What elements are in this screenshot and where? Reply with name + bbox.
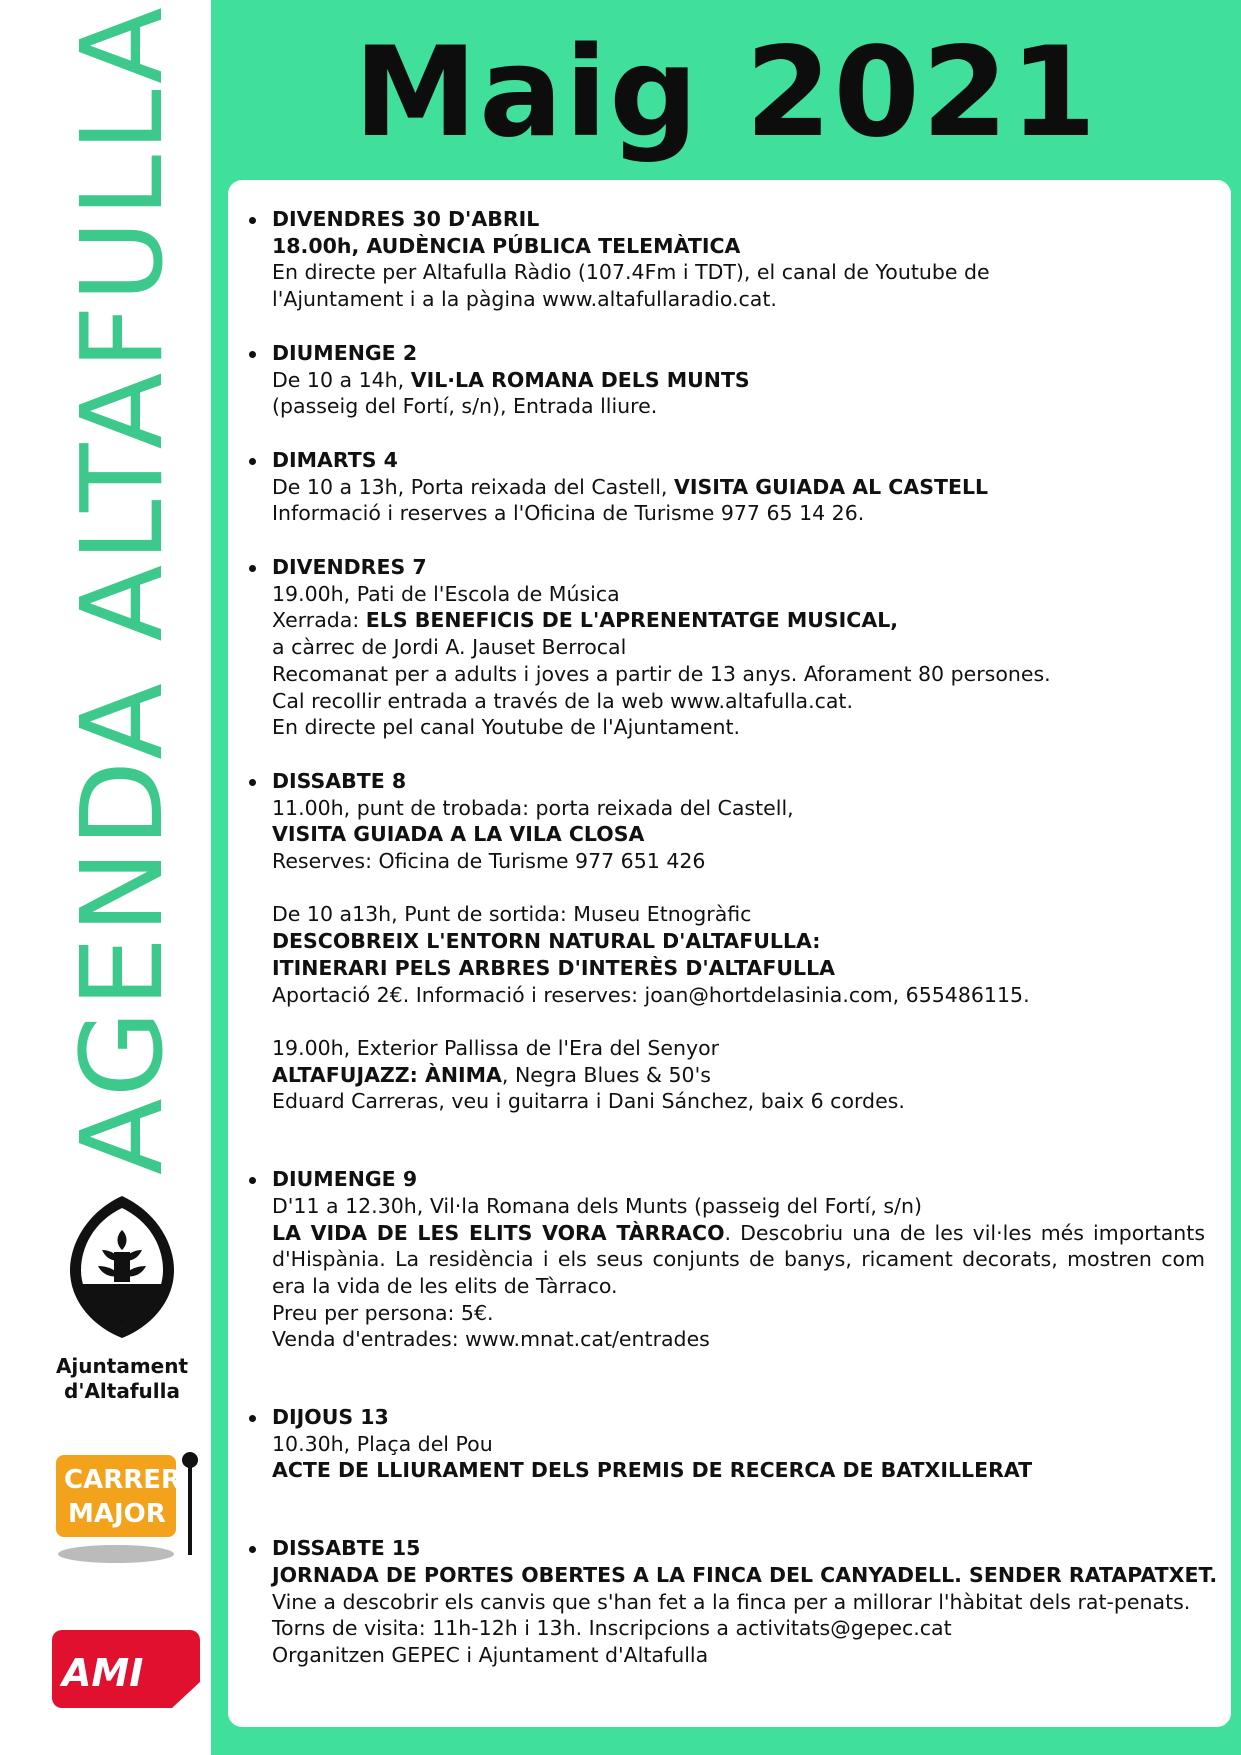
event-line [272,1562,1218,1589]
event-line [272,1457,1205,1484]
event-text: l'Ajuntament i a la pàgina www.altafullaradio.cat. [272,287,777,312]
event-line [272,1193,1205,1220]
event-line [272,848,1205,875]
event-line [272,1404,1205,1431]
event-line [272,875,1205,902]
event-text: De 10 a 14h, [272,367,411,392]
event-line [272,768,1205,795]
event-line [272,1008,1205,1035]
event-item [272,447,1205,527]
event-spacer [272,527,1205,554]
event-line [272,714,1205,741]
event-text: 19.00h, Pati de l'Escola de Música [272,581,620,606]
event-line [272,1062,1205,1089]
event-text: DIUMENGE 9 [272,1167,418,1192]
event-text: DIMARTS 4 [272,447,398,472]
agenda-panel [228,180,1231,1727]
event-line [272,1535,1205,1562]
event-text: En directe pel canal Youtube de l'Ajuntament. [272,715,741,740]
event-line [272,661,1205,688]
event-line [272,928,1205,955]
event-line [272,982,1205,1009]
event-text: 11.00h, punt de trobada: porta reixada del Castell, [272,795,794,820]
event-description: LA VIDA DE LES ELITS VORA TÀRRACO. Descobriu una de les vil·les més importants d'Hispània. La residència i els seus conjunts de banys, ricament decorats, mostren com era la vida de les elits de Tàrraco. [272,1220,1206,1298]
event-text: Preu per persona: 5€. [272,1300,494,1325]
event-spacer [272,1353,1205,1404]
event-text: JORNADA DE PORTES OBERTES A LA FINCA DEL CANYADELL. SENDER RATAPATXET. [272,1562,1218,1587]
event-line [272,474,1205,501]
event-description: Vine a descobrir els canvis que s'han fet a la finca per a millorar l'hàbitat dels rat-penats. [272,1589,1191,1614]
event-line [272,1300,1205,1327]
event-line [272,393,1205,420]
event-item [272,554,1205,741]
event-line [272,955,1205,982]
event-line [272,500,1205,527]
event-spacer [272,420,1205,447]
carrer-major-logo [56,1450,206,1570]
event-text: De 10 a13h, Punt de sortida: Museu Etnogràfic [272,902,752,927]
event-line [272,634,1205,661]
event-line [272,607,1205,634]
ajuntament-logo [55,1192,189,1404]
carrer-major-icon [56,1450,206,1570]
major-text: MAJOR [68,1499,166,1529]
event-item [272,340,1205,420]
event-text: Informació i reserves a l'Oficina de Turisme 977 65 14 26. [272,501,865,526]
event-text: DISSABTE 15 [272,1536,421,1561]
event-text: ACTE DE LLIURAMENT DELS PREMIS DE RECERCA DE BATXILLERAT [272,1458,1033,1483]
event-line [272,447,1205,474]
event-line [272,688,1205,715]
event-item [272,768,1205,1115]
event-line [272,1431,1205,1458]
vertical-title-text: AGENDA ALTAFULLA [58,4,188,1175]
event-text: ELS BENEFICIS DE L'APRENENTATGE MUSICAL, [365,608,899,633]
event-line [272,795,1205,822]
event-text: (passeig del Fortí, s/n), Entrada lliure. [272,394,658,419]
ami-text: AMI [62,1651,144,1695]
event-line [272,340,1205,367]
ajuntament-name-line2: d'Altafulla [64,1379,180,1403]
event-line [272,206,1205,233]
event-text: DISSABTE 8 [272,768,407,793]
event-line [272,1326,1205,1353]
event-line [272,581,1205,608]
event-line [272,901,1205,928]
event-text: Aportació 2€. Informació i reserves: joan@hortdelasinia.com, 655486115. [272,982,1030,1007]
ami-icon [52,1630,200,1708]
event-text: Organitzen GEPEC i Ajuntament d'Altafulla [272,1642,709,1667]
event-text: DESCOBREIX L'ENTORN NATURAL D'ALTAFULLA: [272,929,821,954]
ajuntament-name-line1: Ajuntament [55,1354,189,1378]
event-line [272,367,1205,394]
ami-logo [52,1630,200,1708]
event-spacer [272,741,1205,768]
event-text: DIUMENGE 2 [272,340,418,365]
event-text: VIL·LA ROMANA DELS MUNTS [410,367,750,392]
carrer-text: CARRER [64,1465,182,1495]
event-line [272,1166,1205,1193]
event-text: Xerrada: [272,608,366,633]
event-text: 18.00h, AUDÈNCIA PÚBLICA TELEMÀTICA [272,233,741,258]
events-list [228,180,1231,1669]
event-text: , Negra Blues & 50's [501,1062,711,1087]
event-line [272,554,1205,581]
event-line [272,1615,1205,1642]
event-line [272,821,1205,848]
event-text: DIJOUS 13 [272,1405,389,1430]
agenda-vertical-title [58,4,188,1175]
event-text: a càrrec de Jordi A. Jauset Berrocal [272,635,627,660]
event-line [272,286,1205,313]
page-title: Maig 2021 [353,21,1099,165]
event-line [272,259,1205,286]
event-item [272,206,1205,313]
event-text: Cal recollir entrada a través de la web www.altafulla.cat. [272,688,853,713]
event-text: Reserves: Oficina de Turisme 977 651 426 [272,849,706,874]
event-item [272,1404,1205,1484]
event-text: De 10 a 13h, Porta reixada del Castell, [272,474,674,499]
event-spacer [272,1115,1205,1166]
event-line [272,233,1205,260]
event-text: D'11 a 12.30h, Vil·la Romana dels Munts (passeig del Fortí, s/n) [272,1193,922,1218]
event-text: Venda d'entrades: www.mnat.cat/entrades [272,1327,710,1352]
event-line [272,1088,1205,1115]
event-text: DIVENDRES 30 D'ABRIL [272,207,540,231]
event-text: En directe per Altafulla Ràdio (107.4Fm i TDT), el canal de Youtube de [272,260,990,285]
event-text: DIVENDRES 7 [272,555,427,580]
event-text: VISITA GUIADA AL CASTELL [673,474,989,499]
event-line [272,1035,1205,1062]
event-spacer [272,1484,1205,1535]
event-text: VISITA GUIADA A LA VILA CLOSA [272,822,645,847]
event-text: 19.00h, Exterior Pallissa de l'Era del Senyor [272,1035,720,1060]
event-text: ALTAFUJAZZ: ÀNIMA [272,1062,502,1087]
event-line [272,1642,1205,1669]
event-item [272,1166,1205,1353]
event-text: Recomanat per a adults i joves a partir de 13 anys. Aforament 80 persones. [272,661,1051,686]
event-item [272,1535,1218,1669]
event-spacer [272,313,1205,340]
event-text: Eduard Carreras, veu i guitarra i Dani Sánchez, baix 6 cordes. [272,1089,905,1114]
shield-emblem-icon [62,1192,182,1342]
event-text: ITINERARI PELS ARBRES D'INTERÈS D'ALTAFULLA [272,955,836,980]
event-text: 10.30h, Plaça del Pou [272,1431,493,1456]
event-text: Torns de visita: 11h-12h i 13h. Inscripcions a activitats@gepec.cat [272,1616,952,1641]
